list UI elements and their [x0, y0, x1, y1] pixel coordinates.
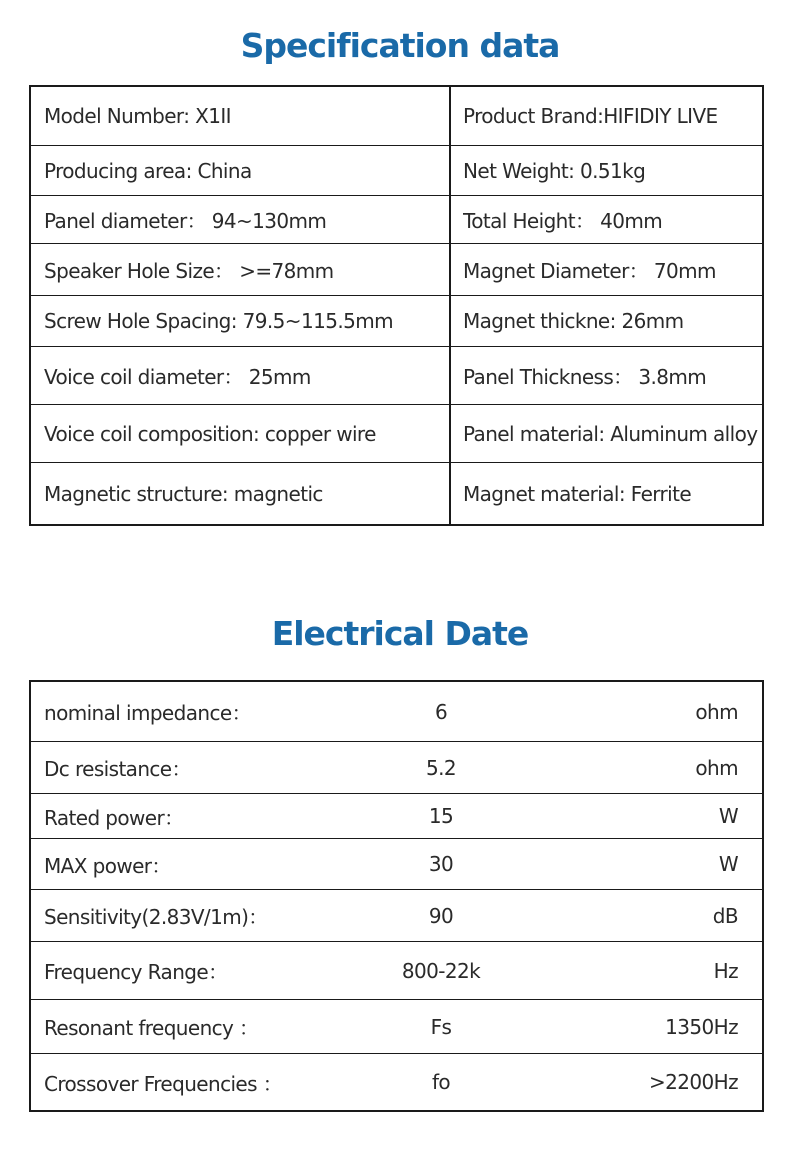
parameter-unit: dB: [712, 903, 738, 928]
parameter-value: Fs: [430, 1014, 452, 1039]
parameter-name: Frequency Range：: [44, 960, 228, 984]
spec-cell-right: Magnet Diameter： 70mm: [463, 259, 716, 283]
parameter-value: 800-22k: [401, 958, 481, 983]
electrical-row: [31, 890, 762, 942]
spec-cell-right: Panel Thickness： 3.8mm: [463, 365, 707, 389]
parameter-name: nominal impedance：: [44, 701, 251, 725]
spec-row: [31, 244, 762, 296]
parameter-value: fo: [431, 1070, 451, 1094]
parameter-name: Dc resistance：: [44, 757, 191, 781]
spec-cell-left: Magnetic structure: magnetic: [44, 481, 323, 506]
electrical-row: [31, 682, 762, 742]
spec-cell-left: Voice coil diameter： 25mm: [44, 365, 311, 389]
parameter-name: Resonant frequency ：: [44, 1016, 259, 1040]
parameter-value: 90: [428, 903, 454, 928]
parameter-unit: ohm: [695, 755, 738, 780]
parameter-name: Crossover Frequencies ：: [44, 1071, 283, 1096]
parameter-name: Rated power：: [44, 805, 184, 830]
parameter-value: 6: [434, 699, 448, 724]
electrical-row: [31, 742, 762, 794]
parameter-value: 30: [428, 852, 454, 876]
spec-cell-right: Product Brand:HIFIDIY LIVE: [463, 104, 718, 128]
parameter-unit: Hz: [713, 958, 738, 983]
spec-row: [31, 196, 762, 244]
electrical-row: [31, 794, 762, 839]
spec-row: [31, 463, 762, 524]
spec-cell-right: Total Height： 40mm: [463, 209, 663, 233]
spec-cell-left: Screw Hole Spacing: 79.5~115.5mm: [44, 309, 393, 333]
spec-row: [31, 347, 762, 405]
parameter-unit: >2200Hz: [649, 1070, 738, 1094]
electrical-row: [31, 942, 762, 1000]
spec-row: [31, 146, 762, 196]
electrical-row: [31, 1000, 762, 1054]
specification-table: [29, 85, 764, 526]
electrical-row: [31, 839, 762, 890]
spec-cell-right: Net Weight: 0.51kg: [463, 158, 646, 183]
parameter-unit: W: [718, 852, 738, 876]
spec-cell-left: Voice coil composition: copper wire: [44, 421, 376, 446]
parameter-unit: W: [718, 804, 738, 828]
parameter-unit: ohm: [695, 699, 738, 724]
spec-cell-right: Panel material: Aluminum alloy: [463, 421, 758, 446]
column-divider: [449, 87, 451, 524]
specification-title: Specification data: [240, 26, 560, 65]
spec-cell-right: Magnet thickne: 26mm: [463, 309, 684, 333]
spec-cell-right: Magnet material: Ferrite: [463, 481, 692, 506]
spec-cell-left: Producing area: China: [44, 158, 252, 183]
parameter-value: 5.2: [425, 755, 456, 780]
spec-cell-left: Model Number: X1II: [44, 104, 231, 128]
parameter-unit: 1350Hz: [665, 1014, 738, 1039]
electrical-table: [29, 680, 764, 1112]
spec-cell-left: Speaker Hole Size： >=78mm: [44, 259, 334, 283]
electrical-row: [31, 1054, 762, 1110]
electrical-title: Electrical Date: [271, 614, 529, 653]
parameter-name: Sensitivity(2.83V/1m)：: [44, 905, 268, 929]
parameter-name: MAX power：: [44, 853, 171, 878]
spec-cell-left: Panel diameter： 94~130mm: [44, 209, 327, 233]
spec-row: [31, 296, 762, 347]
parameter-value: 15: [428, 804, 454, 828]
spec-row: [31, 87, 762, 146]
spec-row: [31, 405, 762, 463]
